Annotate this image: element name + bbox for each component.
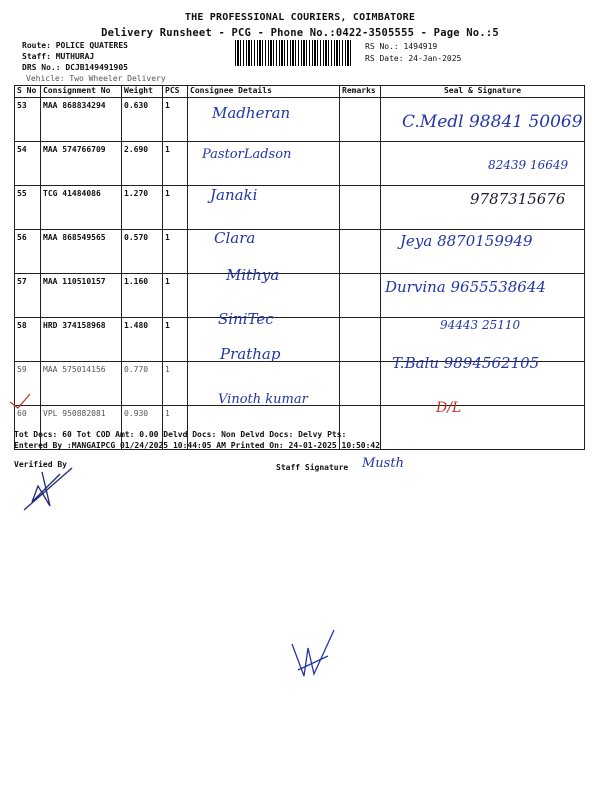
handwritten-consignee: SiniTec xyxy=(218,310,274,328)
rs-number: RS No.: 1494919 xyxy=(365,42,438,51)
cell-sno: 56 xyxy=(15,230,41,274)
cell-sno: 57 xyxy=(15,274,41,318)
col-consignee: Consignee Details xyxy=(188,86,340,98)
cell-pcs: 1 xyxy=(163,318,188,362)
cell-sno: 60 xyxy=(15,406,41,450)
handwritten-consignee: Clara xyxy=(214,229,256,247)
cell-weight: 1.160 xyxy=(122,274,163,318)
drs-number: DRS No.: DCJB149491905 xyxy=(22,63,128,72)
cell-remarks xyxy=(340,98,381,142)
handwritten-consignee: Madheran xyxy=(212,104,291,122)
col-pcs: PCS xyxy=(163,86,188,98)
cell-remarks xyxy=(340,186,381,230)
cell-weight: 0.930 xyxy=(122,406,163,450)
cell-pcs: 1 xyxy=(163,230,188,274)
cell-consignment: MAA 868834294 xyxy=(41,98,122,142)
verified-by-label: Verified By xyxy=(14,460,67,469)
rs-date: RS Date: 24-Jan-2025 xyxy=(365,54,462,63)
handwritten-signature: T.Balu 9894562105 xyxy=(392,354,540,372)
cell-weight: 0.770 xyxy=(122,362,163,406)
handwritten-consignee: Mithya xyxy=(226,266,280,284)
cell-remarks xyxy=(340,230,381,274)
col-remarks: Remarks xyxy=(340,86,381,98)
scribble-mark xyxy=(284,626,344,686)
cell-seal xyxy=(381,406,585,450)
cell-sno: 55 xyxy=(15,186,41,230)
cell-consignment: HRD 374158968 xyxy=(41,318,122,362)
handwritten-consignee: Janaki xyxy=(210,186,258,204)
handwritten-consignee: PastorLadson xyxy=(202,147,292,162)
handwritten-consignee: Vinoth kumar xyxy=(218,392,308,407)
company-title: THE PROFESSIONAL COURIERS, COIMBATORE xyxy=(184,12,416,23)
cell-remarks xyxy=(340,274,381,318)
vehicle-label: Vehicle: Two Wheeler Delivery xyxy=(26,74,166,83)
handwritten-signature: C.Medl 98841 50069 xyxy=(402,112,583,132)
cell-weight: 1.480 xyxy=(122,318,163,362)
cell-pcs: 1 xyxy=(163,142,188,186)
handwritten-signature: Jeya 8870159949 xyxy=(400,232,533,250)
col-sno: S No xyxy=(15,86,41,98)
staff-signature-label: Staff Signature xyxy=(276,463,349,472)
cell-pcs: 1 xyxy=(163,406,188,450)
cell-pcs: 1 xyxy=(163,362,188,406)
handwritten-signature: 9787315676 xyxy=(470,190,566,208)
cell-sno: 53 xyxy=(15,98,41,142)
cell-weight: 0.570 xyxy=(122,230,163,274)
handwritten-signature: 82439 16649 xyxy=(488,158,569,172)
handwritten-signature: D/L xyxy=(436,400,462,416)
cell-consignment: VPL 950882081 xyxy=(41,406,122,450)
verified-signature-scribble xyxy=(20,466,80,518)
cell-weight: 2.690 xyxy=(122,142,163,186)
cell-sno: 58 xyxy=(15,318,41,362)
cell-sno: 54 xyxy=(15,142,41,186)
barcode-image xyxy=(235,40,353,66)
cell-remarks xyxy=(340,362,381,406)
red-tick-mark xyxy=(8,392,32,412)
table-header-row xyxy=(15,86,585,98)
cell-remarks xyxy=(340,142,381,186)
handwritten-signature: Durvina 9655538644 xyxy=(385,278,546,296)
col-weight: Weight xyxy=(122,86,163,98)
cell-remarks xyxy=(340,318,381,362)
col-seal-signature: Seal & Signature xyxy=(381,86,585,98)
route-label: Route: POLICE QUATERES xyxy=(22,41,128,50)
cell-pcs: 1 xyxy=(163,274,188,318)
staff-label: Staff: MUTHURAJ xyxy=(22,52,95,61)
cell-consignment: MAA 574766709 xyxy=(41,142,122,186)
entered-printed-line: Entered By :MANGAIPCG 01/24/2025 10:44:05 AM Printed On: 24-01-2025 10:50:42 xyxy=(14,441,381,450)
cell-pcs: 1 xyxy=(163,98,188,142)
handwritten-signature: 94443 25110 xyxy=(440,318,521,332)
handwritten-consignee: Prathap xyxy=(220,345,281,363)
cell-weight: 1.270 xyxy=(122,186,163,230)
cell-pcs: 1 xyxy=(163,186,188,230)
cell-consignment: MAA 868549565 xyxy=(41,230,122,274)
cell-consignment: MAA 110510157 xyxy=(41,274,122,318)
runsheet-title: Delivery Runsheet - PCG - Phone No.:0422-3505555 - Page No.:5 xyxy=(101,27,499,39)
cell-weight: 0.630 xyxy=(122,98,163,142)
cell-consignment: TCG 41484086 xyxy=(41,186,122,230)
staff-signature-handwritten: Musth xyxy=(362,456,404,471)
cell-sno: 59 xyxy=(15,362,41,406)
cell-consignment: MAA 575014156 xyxy=(41,362,122,406)
col-consignment: Consignment No xyxy=(41,86,122,98)
totals-line: Tot Docs: 60 Tot COD Amt: 0.00 Delvd Docs: Non Delvd Docs: Delvy Pts: xyxy=(14,430,347,439)
